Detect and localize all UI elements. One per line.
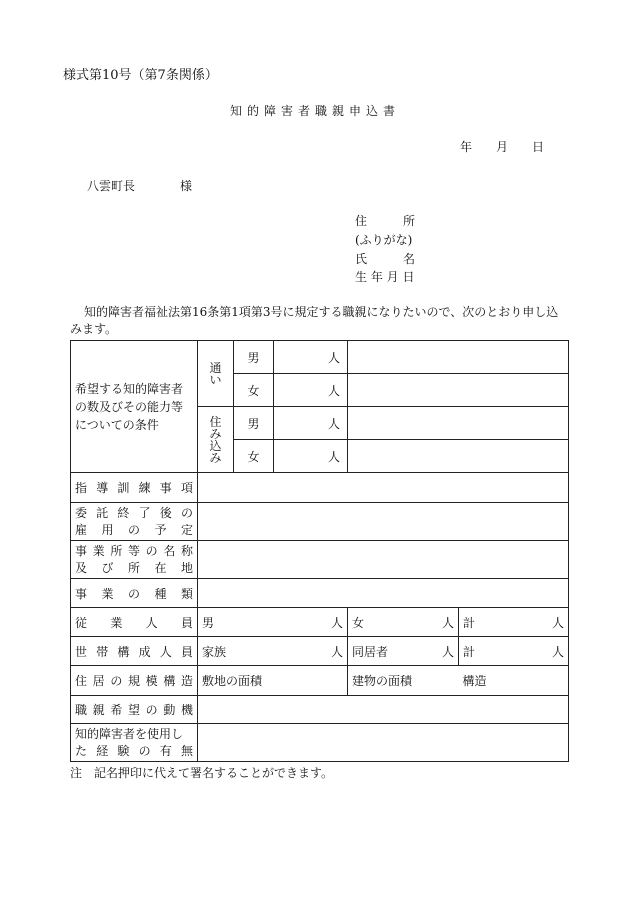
live-in-female-count[interactable]: 人: [274, 440, 348, 473]
commute-label: 通い: [198, 341, 234, 407]
commute-male-count[interactable]: 人: [274, 341, 348, 374]
applicant-address-label: 住 所: [355, 214, 416, 228]
live-in-male-label: 男: [234, 407, 274, 440]
commute-male-label: 男: [234, 341, 274, 374]
employees-label: 従業人員: [71, 608, 198, 637]
residence-structure-cell[interactable]: 構造: [459, 666, 569, 696]
motivation-label: 職親希望の動機: [71, 696, 198, 724]
live-in-female-label: 女: [234, 440, 274, 473]
employment-plan-label: 委託終了後の 雇用の予定: [71, 503, 198, 541]
applicant-furigana-label: (ふりがな): [355, 233, 413, 247]
office-name-location-field[interactable]: [198, 541, 569, 579]
business-type-label: 事業の種類: [71, 579, 198, 608]
household-family-cell[interactable]: 家族 人: [198, 637, 348, 666]
residence-site-area-cell[interactable]: 敷地の面積: [198, 666, 348, 696]
guidance-label: 指導訓練事項: [71, 473, 198, 503]
motivation-field[interactable]: [198, 696, 569, 724]
commute-female-label: 女: [234, 374, 274, 407]
residence-building-area-cell[interactable]: 建物の面積: [348, 666, 459, 696]
household-cohabitant-cell[interactable]: 同居者 人: [348, 637, 459, 666]
business-type-field[interactable]: [198, 579, 569, 608]
commute-female-conditions[interactable]: [348, 374, 569, 407]
intro-paragraph: 知的障害者福祉法第16条第1項第3号に規定する職親になりたいので、次のとおり申し込みます。: [70, 305, 559, 336]
application-table: [70, 340, 569, 762]
applicant-birthdate-label: 生 年 月 日: [355, 270, 415, 284]
live-in-female-conditions[interactable]: [348, 440, 569, 473]
guidance-field[interactable]: [198, 473, 569, 503]
employees-total-cell[interactable]: 計 人: [459, 608, 569, 637]
commute-male-conditions[interactable]: [348, 341, 569, 374]
date-year-label: 年: [460, 140, 473, 154]
document-title: 知的障害者職親申込書: [229, 104, 400, 118]
employment-plan-field[interactable]: [198, 503, 569, 541]
applicant-name-label: 氏 名: [355, 252, 416, 266]
addressee-honorific: 様: [180, 179, 193, 193]
live-in-male-conditions[interactable]: [348, 407, 569, 440]
form-number: 様式第10号（第7条関係）: [63, 68, 218, 83]
office-name-location-label: 事業所等の名称 及び所在地: [71, 541, 198, 579]
household-total-cell[interactable]: 計 人: [459, 637, 569, 666]
conditions-label: 希望する知的障害者の数及びその能力等についての条件: [71, 341, 198, 473]
employees-male-cell[interactable]: 男 人: [198, 608, 348, 637]
commute-female-count[interactable]: 人: [274, 374, 348, 407]
employees-female-cell[interactable]: 女 人: [348, 608, 459, 637]
live-in-label: 住み込み: [198, 407, 234, 473]
experience-field[interactable]: [198, 724, 569, 762]
residence-label: 住居の規模構造: [71, 666, 198, 696]
signature-note: 注 記名押印に代えて署名することができます。: [70, 766, 334, 780]
date-day-label: 日: [532, 140, 545, 154]
household-label: 世帯構成人員: [71, 637, 198, 666]
experience-label: 知的障害者を使用し た経験の有無: [71, 724, 198, 762]
live-in-male-count[interactable]: 人: [274, 407, 348, 440]
date-month-label: 月: [496, 140, 509, 154]
addressee-name: 八雲町長: [87, 179, 136, 193]
